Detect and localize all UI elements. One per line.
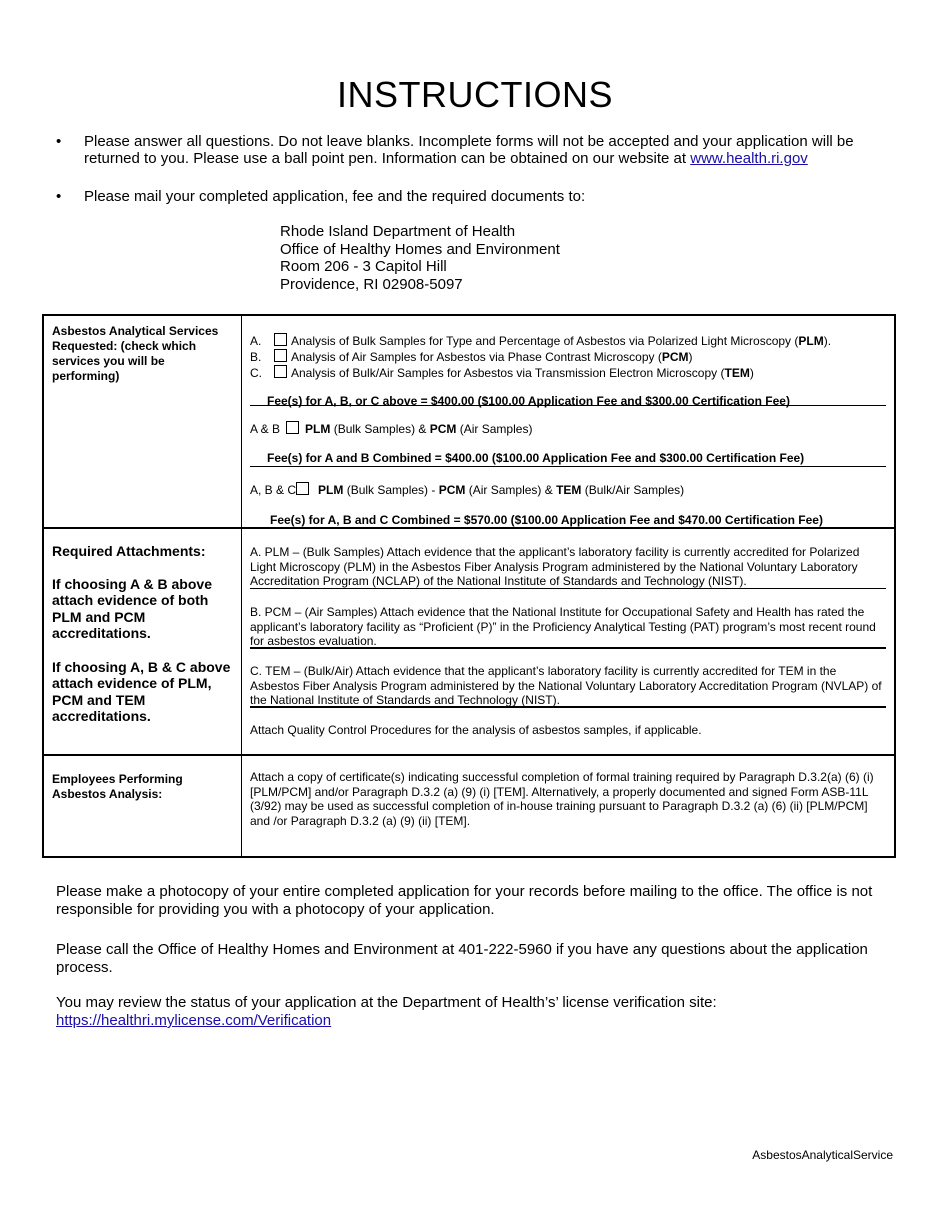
attachments-title: Required Attachments: <box>52 543 206 559</box>
option-b: B. Analysis of Air Samples for Asbestos via Phase Contrast Microscopy (PCM) <box>250 350 693 364</box>
checkbox-a[interactable] <box>274 333 287 346</box>
bullet-text: Please mail your completed application, fee and the required documents to: <box>84 188 586 205</box>
address-line: Office of Healthy Homes and Environment <box>280 240 560 258</box>
services-section <box>43 315 895 528</box>
instruction-bullets <box>56 133 896 226</box>
employees-label: Employees Performing Asbestos Analysis: <box>43 755 242 857</box>
attachment-tem: C. TEM – (Bulk/Air) Attach evidence that the applicant’s laboratory facility is currently accredited for TEM in the Asbestos Fiber Analysis Program administered by the National Voluntary Laboratory Accreditation Program (NVLAP) of the National Institute of Standards and Technology (NIST). <box>250 649 886 708</box>
bullet-answer-all <box>56 133 896 167</box>
address-line: Providence, RI 02908-5097 <box>280 275 463 293</box>
footer-form-id: AsbestosAnalyticalService <box>752 1148 893 1162</box>
attachments-abc-note: If choosing A, B & C above attach evidence of PLM, PCM and TEM accreditations. <box>52 658 231 724</box>
attachment-pcm: B. PCM – (Air Samples) Attach evidence that the National Institute for Occupational Safety and Health has rated the applicant’s laboratory facility as “Proficient (P)” in the Proficiency Analytical Testing (PAT) program’s most recent round for asbestos evaluation. <box>250 589 886 649</box>
services-options <box>250 316 886 406</box>
fee-ab: Fee(s) for A and B Combined = $400.00 ($100.00 Application Fee and $300.00 Certification Fee) <box>267 451 805 465</box>
contact-note: Please call the Office of Healthy Homes and Environment at 401-222-5960 if you have any questions about the application process. <box>56 941 868 976</box>
attachments-section <box>43 528 895 755</box>
services-label: Asbestos Analytical Services Requested: (check which services you will be performing) <box>43 315 242 528</box>
attachment-qc: Attach Quality Control Procedures for the analysis of asbestos samples, if applicable. <box>250 723 702 737</box>
checkbox-c[interactable] <box>274 365 287 378</box>
verification-link[interactable]: https://healthri.mylicense.com/Verification <box>56 1012 332 1029</box>
services-abc: A, B & C PLM (Bulk Samples) - PCM (Air Samples) & TEM (Bulk/Air Samples) Fee(s) for A, B and C Combined = $570.00 ($100.00 Application Fee and $470.00 Certification Fee) <box>250 467 886 527</box>
address-line: Rhode Island Department of Health <box>280 223 516 240</box>
checkbox-ab[interactable] <box>286 421 299 434</box>
bullet-dot-icon: • <box>56 133 62 150</box>
services-ab: A & B PLM (Bulk Samples) & PCM (Air Samples) Fee(s) for A and B Combined = $400.00 ($100.00 Application Fee and $300.00 Certification Fee) <box>250 406 886 467</box>
bullet-mail <box>56 188 896 205</box>
page-title: INSTRUCTIONS <box>337 74 613 115</box>
mailing-address <box>280 223 560 293</box>
checkbox-abc[interactable] <box>296 482 309 495</box>
fee-abc-combined: Fee(s) for A, B and C Combined = $570.00 ($100.00 Application Fee and $470.00 Certification Fee) <box>270 513 823 527</box>
verification-note: You may review the status of your application at the Department of Health’s’ license verification site: https://healthri.mylicense.com/Verification <box>56 994 717 1029</box>
website-link[interactable]: www.health.ri.gov <box>690 150 808 167</box>
employees-section <box>43 755 895 857</box>
employees-text: Attach a copy of certificate(s) indicating successful completion of formal training required by Paragraph D.3.2(a) (6) (i) [PLM/PCM] and/or Paragraph D.3.2 (a) (9) (i) [TEM]. Alternatively, a properly documented and signed Form ASB-11L (3/92) may be used as successful completion of in-house training pursuant to Paragraph D.3.2 (a) (6) (ii) [PLM/PCM] and /or Paragraph D.3.2 (a) (9) (ii) [TEM]. <box>250 770 874 828</box>
option-c: C. Analysis of Bulk/Air Samples for Asbestos via Transmission Electron Microscopy (TEM) <box>250 366 754 380</box>
address-line: Room 206 - 3 Capitol Hill <box>280 258 447 275</box>
checkbox-b[interactable] <box>274 349 287 362</box>
bullet-dot-icon: • <box>56 188 62 205</box>
bullet-text: Please answer all questions. Do not leave blanks. Incomplete forms will not be accepted and your application will be returned to you. Please use a ball point pen. Information can be obtained on our website at <box>84 133 854 167</box>
photocopy-note: Please make a photocopy of your entire completed application for your records before mailing to the office. The office is not responsible for providing you with a photocopy of your application. <box>56 883 873 918</box>
attachments-ab-note: If choosing A & B above attach evidence of both PLM and PCM accreditations. <box>52 575 212 641</box>
services-table <box>42 314 896 858</box>
attachment-plm: A. PLM – (Bulk Samples) Attach evidence that the applicant’s laboratory facility is currently accredited for Polarized Light Microscopy (PLM) in the Asbestos Fiber Analysis Program administered by the National Voluntary Laboratory Accreditation Program (NCLAP) of the National Institute of Standards and Technology (NIST). <box>250 529 886 589</box>
option-a: A. Analysis of Bulk Samples for Type and Percentage of Asbestos via Polarized Light Microscopy (PLM). <box>250 334 832 348</box>
fee-abc: Fee(s) for A, B, or C above = $400.00 ($100.00 Application Fee and $300.00 Certification Fee) <box>267 394 790 408</box>
